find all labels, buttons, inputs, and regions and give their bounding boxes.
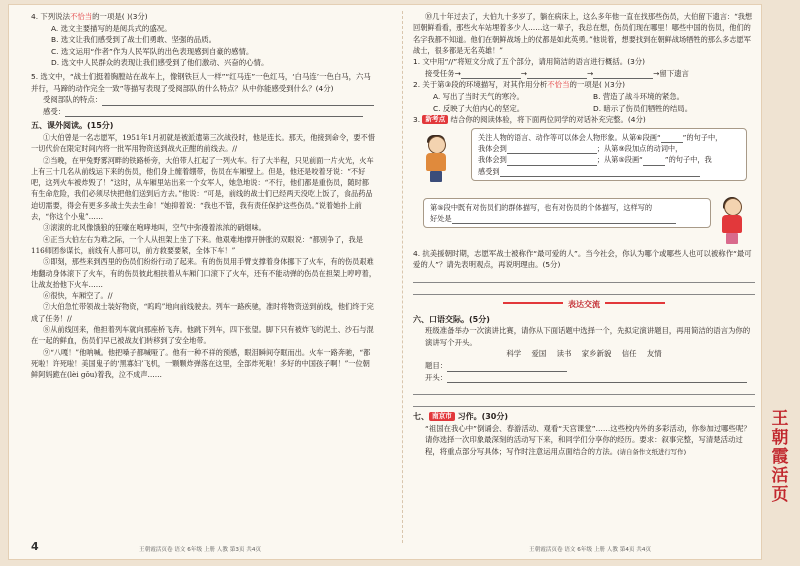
q2-stem: 2. 关于第③段的环境描写，对其作用分析不恰当的一项是( )(3分) [413,80,626,90]
section-6-description: 班级准备举办一次演讲比赛，请你从下面话题中选择一个，先拟定演讲题目，再用简洁的语言为你的演讲写个开头。 [425,326,751,347]
topic-option: 科学 [506,349,522,359]
section-6-title: 六、口语交际。(5分) [413,314,490,324]
page-number: 4 [31,540,39,553]
passage-paragraph: ④正当大伯左右为难之际，一个人从担架上坐了下来。他艰难地撑开肿胀的双眼说：“都别争了，我是116师团参谋长，前线有人都可以，前方救要要紧，全体下车！” [31,234,363,255]
topic-option: 友情 [646,349,662,359]
answer-blank[interactable] [102,97,374,106]
answer-line[interactable] [413,395,755,407]
answer-blank[interactable] [500,168,700,177]
brand-logo: 王朝霞活页 [771,409,789,505]
student-boy-illustration [421,136,451,182]
topic-option: 信任 [621,349,637,359]
student-girl-illustration [717,198,747,244]
passage-paragraph: ⑦大伯急忙带领战士装好物资，“呜呜”地向前线驶去。列车一路疾驰，准时将物资送到前线，他们终于完成了任务！// [31,302,374,323]
q2-options-ab: A. 写出了当时天气的寒冷。 B. 营造了战斗环境的紧急。 [433,91,685,101]
answer-line[interactable] [413,283,755,295]
answer-blank[interactable] [65,108,363,117]
q4-option-d: D. 选文中人民群众的表现让我们感受到了他们激动、兴奋的心情。 [51,58,269,68]
column-divider [402,11,403,543]
exchange-section-banner [413,299,755,311]
section-7-note: (请自备作文纸进行写作) [617,447,687,456]
speech-bubble-2: 第⑤段中既有对伤员们的群体描写，也有对伤员的个体描写，这样写的 好处是 [423,198,711,229]
q4-option-a: A. 选文主要描写的是阅兵式的盛况。 [51,23,172,33]
q5-answer-line-1: 受阅部队的特点： [31,94,376,106]
topic-option: 家乡新貌 [581,349,612,359]
q4-option-b: B. 选文让我们感受到了战士们勇敢、坚强的品质。 [51,35,216,45]
q5-stem: 5. 选文中，“战士们挺着胸膛站在战车上，像钢铁巨人一样”“红马连”一色红马，‘白马连’一色白马，六马并行，马蹄的动作完全一致”等描写表现了受阅部队的什么特点？从中你能感受到什么？(4分) [31,71,371,93]
passage-paragraph: ⑧从前线回来，他担着列车就向那座桥飞奔。他跳下列车，四下张望。脚下只有被炸飞的泥土、沙石与混在一起的鲜血，伤员们早已被战友们转移到了安全地带。 [31,324,374,346]
answer-blank[interactable] [447,363,567,372]
answer-blank[interactable] [593,70,653,79]
answer-line[interactable] [413,271,755,283]
answer-blank[interactable] [507,157,597,166]
section-7-title: 七、 南京市 习作。(30分) [413,412,509,422]
topic-option: 读书 [556,349,572,359]
answer-blank[interactable] [661,134,683,143]
q2-options-cd: C. 反映了大伯内心的坚定。 D. 暗示了伤员们牺牲的结局。 [433,103,693,113]
q4-option-c: C. 选文运用“作者”作为人民军队的出色表现感到自豪的感情。 [51,46,254,56]
passage-paragraph: ⑤即刻，那些来到西里的伤员们纷纷行动了起来。有的伤员用手臂支撑着身体挪下了火车，有的伤员艰难地翻动身体滚下了火车，有的伤员彼此相扶着从车厢门口滚下了火车，还有不能动弹的伤员在担架上哼哼着，让战友抬他下火车…… [31,257,377,289]
region-tag: 南京市 [429,412,455,421]
answer-blank[interactable] [461,70,521,79]
right-column [413,11,755,458]
q5-answer-line-2: 感受： [31,106,376,118]
passage-paragraph: ⑨“八嘎！”他呐喊。他把嗓子都喊哑了。他有一种不祥的预感，眼泪瞬间夺眶而出。火车一路奔驰，“都死啦！许死啦！美国鬼子的‘黑寡妇’飞机，一颗颗炸弹落在这里，全部炸死啦！多好的中国孩子啊！”一位朝鲜阿妈跪在(lèi gǒu)着我，泣不成声…… [31,347,371,380]
speech-title-field: 题目： [413,360,755,372]
speech-opening-field: 开头： [413,372,755,384]
answer-blank[interactable] [447,374,747,383]
answer-blank[interactable] [527,70,587,79]
exchange-title: 表达交流 [568,299,600,309]
left-column [31,11,376,380]
passage-paragraph: ②当晚，在甲兔野雾河畔的铁路桥旁，大伯带人扛起了一列火车。行了大半程，只见前面一片火光，火车上有三十几名从前线运下来的伤员，他们身上缠着绷带，伤员在车厢壁上。但是，他还是咬着牙说：“不好吧，这列火车被炸毁了！”这时，从车厢里站出来一个女军人，她急地说：“不行，他们都是重伤员，随时都有生命危险，我们必须尽快把他们送到后方去。”他说：“可是，前线的战士们已经两天没吃上饭了，食品药品迫切需要，得会有更多多战士失去生命！”她抑着说：“我也不管，我有责任保护这些伤员。”说着她扑上前去，“你这个小鬼”…… [31,155,374,222]
q4-stem: 4. 下列说法不恰当的一项是( )(3分) [31,12,148,21]
answer-blank[interactable] [643,157,665,166]
speech-topic-list [413,348,755,360]
new-topic-tag: 新考点 [422,115,448,124]
q4-stem: 4. 抗美援朝时期，志愿军战士被称作“最可爱的人”。当今社会，你认为哪个或哪些人也可以被称作“最可爱的人”？请先表明观点，再说明理由。(5分) [413,248,752,270]
speech-bubble-1: 关注人物的语言、动作等可以体会人物形象。从第⑥段画“ ”的句子中， 我体会到 ；从第⑨段加点的动词中， 我体会到 ；从第⑤段画“ ”的句子中，我 感受到 [471,128,747,181]
passage-paragraph: ③滚滚的北风像饿狼的狂嚎在咆哮地叫，空气中弥漫着浓浓的硝烟味。 [43,223,266,233]
answer-blank[interactable] [452,215,676,224]
passage-paragraph: ⑩几十年过去了，大伯九十多岁了，躺在病床上，这么多年他一直在找那些伤员，大伯留下遗言：“我想回朝鲜看看，那些火车站埋着多少人……这一辈子，我总在想，伤员们现在哪里！哪些中国的伤员，他们的名字我都不知道。他们在朝鲜战场上的仗都是如此英勇。”他说着，想要找到在朝鲜战场牺牲的那么多志愿军战士，很多都是无名英雄！” [413,12,753,55]
q1-chain: 接受任务→ → → →留下遗言 [425,68,689,78]
passage-paragraph: ①大伯曾是一名志愿军，1951年1月初就是被派遣第三次战役时，他是连长。那天，他接到命令，要不惜一切代价在限定时间内将一批军用物资送到战火正酣的前线去。// [31,132,375,154]
section-7-prompt: “祖国在我心中”倒诵会、春游活动、观看“天宫课堂”……这些校内外的多彩活动，你参加过哪些呢？请你选择一次印象最深刻的活动写下来，和同学们分享你的经历。要求：叙事完整，写清楚活动过程，将重点部分写具体；写作时注意运用点面结合的方法。(请自备作文纸进行写作) [425,423,751,456]
q3-stem: 3. 新考点 结合你的阅读体验，将下面两位同学的对话补充完整。(4分) [413,115,646,125]
section-5-title: 五、课外阅读。(15分) [31,121,114,131]
passage-paragraph: ⑥很快，车厢空了。// [43,291,113,301]
right-footer: 王朝霞活页卷 语文 6年级 上册 人教 第4页 共4页 [529,547,652,553]
topic-option: 爱国 [531,349,547,359]
paper-sheet [8,4,762,560]
q1-stem: 1. 文中用“//”将短文分成了五个部分，请用简洁的语言进行概括。(3分) [413,57,646,67]
dialogue-area [413,126,755,248]
answer-line[interactable] [413,383,755,395]
answer-blank[interactable] [507,145,597,154]
left-footer: 王朝霞活页卷 语文 6年级 上册 人教 第3页 共4页 [139,547,262,553]
